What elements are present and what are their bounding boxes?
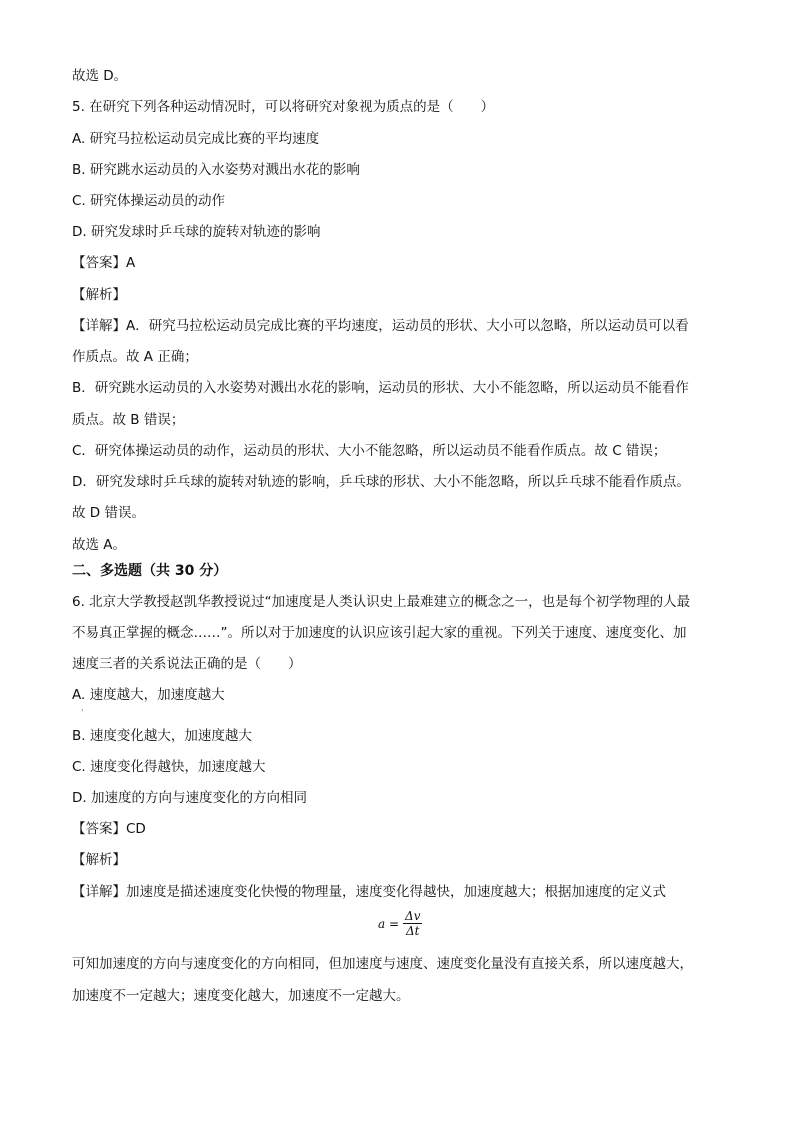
section-heading: 二、多选题（共 30 分） [72, 563, 228, 579]
option-a: A. 研究马拉松运动员完成比赛的平均速度 [72, 131, 320, 147]
question-6-stem: 6. 北京大学教授赵凯华教授说过“加速度是人类认识史上最难建立的概念之一，也是每个初学物理的人最 [72, 594, 691, 610]
formula-denominator: Δt [406, 924, 420, 938]
detail-line: D．研究发球时乒乓球的旋转对轨迹的影响，乒乓球的形状、大小不能忽略，所以乒乓球不能看作质点。 [72, 474, 690, 490]
option-d: D. 加速度的方向与速度变化的方向相同 [72, 790, 307, 806]
detail-line: 加速度不一定越大；速度变化越大，加速度不一定越大。 [72, 988, 410, 1004]
option-c: C. 研究体操运动员的动作 [72, 193, 226, 209]
detail-line: 故 D 错误。 [72, 505, 145, 521]
stray-dot: · [81, 706, 84, 715]
option-c: C. 速度变化得越快，加速度越大 [72, 759, 266, 775]
analysis-label: 【解析】 [72, 287, 126, 303]
question-5-stem: 5. 在研究下列各种运动情况时，可以将研究对象视为质点的是（ ） [72, 99, 495, 115]
formula-lhs: a = [378, 916, 400, 931]
text-line: 故选 D。 [72, 68, 128, 84]
formula-numerator: Δv [405, 909, 421, 923]
option-d: D. 研究发球时乒乓球的旋转对轨迹的影响 [72, 224, 321, 240]
question-6-stem: 不易真正掌握的概念……”。所以对于加速度的认识应该引起大家的重视。下列关于速度、速度变化、加 [72, 625, 687, 641]
analysis-label: 【解析】 [72, 852, 126, 868]
answer-line: 【答案】CD [72, 821, 146, 837]
question-6-stem: 速度三者的关系说法正确的是（ ） [72, 656, 302, 672]
detail-line: 【详解】加速度是描述速度变化快慢的物理量，速度变化得越快，加速度越大；根据加速度的定义式 [72, 884, 666, 900]
conclusion-line: 故选 A。 [72, 537, 127, 553]
answer-line: 【答案】A [72, 255, 136, 271]
detail-line: B．研究跳水运动员的入水姿势对溅出水花的影响，运动员的形状、大小不能忽略，所以运动员不能看作 [72, 380, 689, 396]
formula-fraction [403, 909, 422, 938]
option-b: B. 研究跳水运动员的入水姿势对溅出水花的影响 [72, 162, 360, 178]
detail-line: 【详解】A．研究马拉松运动员完成比赛的平均速度，运动员的形状、大小可以忽略，所以运动员可以看 [72, 318, 689, 334]
detail-line: 质点。故 B 错误； [72, 412, 185, 428]
acceleration-formula [378, 909, 422, 938]
option-a: A. 速度越大，加速度越大 [72, 687, 225, 703]
detail-line: C．研究体操运动员的动作，运动员的形状、大小不能忽略，所以运动员不能看作质点。故 C 错误； [72, 443, 667, 459]
detail-line: 可知加速度的方向与速度变化的方向相同，但加速度与速度、速度变化量没有直接关系，所以速度越大， [72, 956, 693, 972]
option-b: B. 速度变化越大，加速度越大 [72, 728, 252, 744]
detail-line: 作质点。故 A 正确； [72, 349, 198, 365]
